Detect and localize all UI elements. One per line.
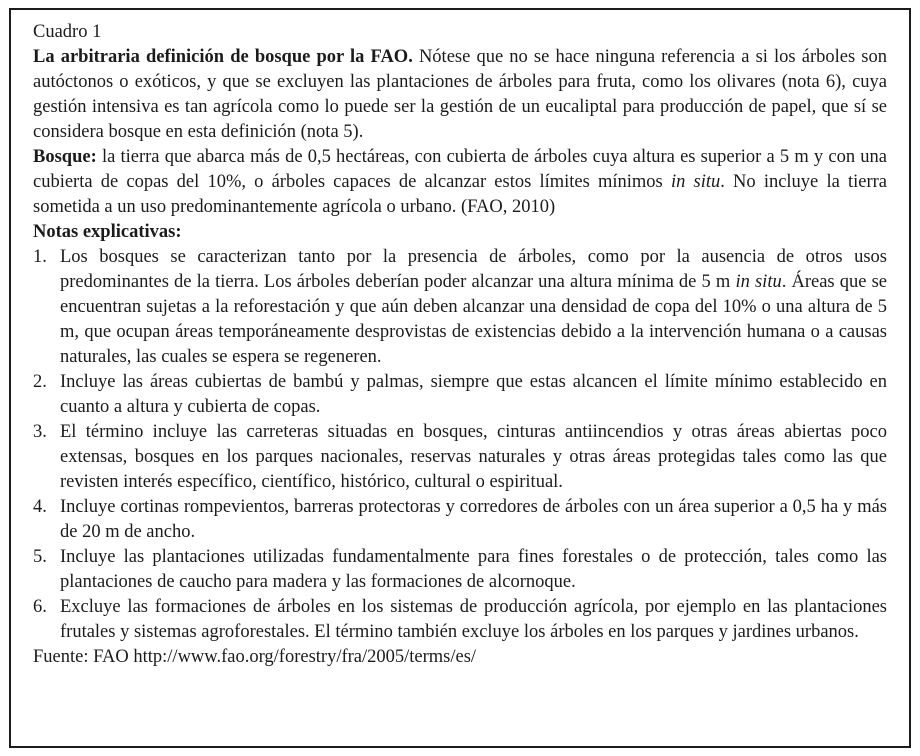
note-1-latin: in situ xyxy=(735,272,782,292)
box-title: Cuadro 1 xyxy=(33,22,102,42)
note-4-number: 4. xyxy=(33,497,47,517)
note-2-number: 2. xyxy=(33,372,47,392)
intro-paragraph xyxy=(33,45,887,145)
note-1-text-a: Los bosques se caracterizan tanto por la presencia de árboles, como por la ausencia de otros usos predominantes de la tierra. Los árboles deberían poder alcanzar una altura mínima de 5 m xyxy=(60,247,887,292)
note-1 xyxy=(33,245,887,370)
notes-heading xyxy=(33,220,887,245)
definition-body-1: la tierra que abarca más de 0,5 hectáreas, con cubierta de árboles cuya altura es superior a 5 m y con una cubierta de copas del 10%, o árboles capaces de alcanzar estos límites mínimos xyxy=(33,147,887,192)
note-2-text-block xyxy=(60,370,887,420)
note-4 xyxy=(33,495,887,545)
note-3-text-block xyxy=(60,420,887,495)
note-6-number: 6. xyxy=(33,597,47,617)
note-6 xyxy=(33,595,887,645)
definition-latin: in situ xyxy=(670,172,721,192)
definition-term: Bosque: xyxy=(33,147,97,167)
note-5-text: Incluye las plantaciones utilizadas fundamentalmente para fines forestales o de protección, tales como las plantaciones de caucho para madera y las formaciones de alcornoque. xyxy=(60,547,887,592)
note-1-text-block xyxy=(60,245,887,370)
definition-body-2: . No incluye la tierra sometida a un uso predominantemente agrícola o urbano. (FAO, 2010) xyxy=(33,172,887,217)
note-1-text-b: . Áreas que se encuentran sujetas a la reforestación y que aún deben alcanzar una densidad de copa del 10% o una altura de 5 m, que ocupan áreas temporáneamente desprovistas de existencias debido a la intervención humana o a causas naturales, las cuales se espera se regeneren. xyxy=(60,272,888,367)
note-4-text: Incluye cortinas rompevientos, barreras protectoras y corredores de árboles con un área superior a 0,5 ha y más de 20 m de ancho. xyxy=(60,497,887,542)
note-1-number: 1. xyxy=(33,247,47,267)
source-text: Fuente: FAO http://www.fao.org/forestry/fra/2005/terms/es/ xyxy=(33,647,477,667)
source-line xyxy=(33,645,887,670)
note-3 xyxy=(33,420,887,495)
note-5-number: 5. xyxy=(33,547,47,567)
definition-paragraph xyxy=(33,145,887,220)
note-4-text-block xyxy=(60,495,887,545)
box-content xyxy=(33,45,887,670)
intro-lead: La arbitraria definición de bosque por la FAO. xyxy=(33,47,413,67)
intro-body: Nótese que no se hace ninguna referencia a si los árboles son autóctonos o exóticos, y que se excluyen las plantaciones de árboles para fruta, como los olivares (nota 6), cuya gestión intensiva es tan agrícola como lo puede ser la gestión de un eucaliptal para producción de papel, que sí se considera bosque en esta definición (nota 5). xyxy=(33,47,887,142)
note-6-text: Excluye las formaciones de árboles en los sistemas de producción agrícola, por ejemplo en las plantaciones frutales y sistemas agroforestales. El término también excluye los árboles en los parques y jardines urbanos. xyxy=(60,597,887,642)
note-3-number: 3. xyxy=(33,422,47,442)
cuadro-box xyxy=(9,8,911,748)
note-2 xyxy=(33,370,887,420)
notes-heading-text: Notas explicativas: xyxy=(33,222,182,242)
note-5 xyxy=(33,545,887,595)
note-3-text: El término incluye las carreteras situadas en bosques, cinturas antiincendios y otras áreas abiertas poco extensas, bosques en los parques nacionales, reservas naturales y otras áreas protegidas tales como las que revisten interés específico, científico, histórico, cultural o espiritual. xyxy=(60,422,887,492)
note-5-text-block xyxy=(60,545,887,595)
note-6-text-block xyxy=(60,595,887,645)
note-2-text: Incluye las áreas cubiertas de bambú y palmas, siempre que estas alcancen el límite mínimo establecido en cuanto a altura y cubierta de copas. xyxy=(60,372,887,417)
